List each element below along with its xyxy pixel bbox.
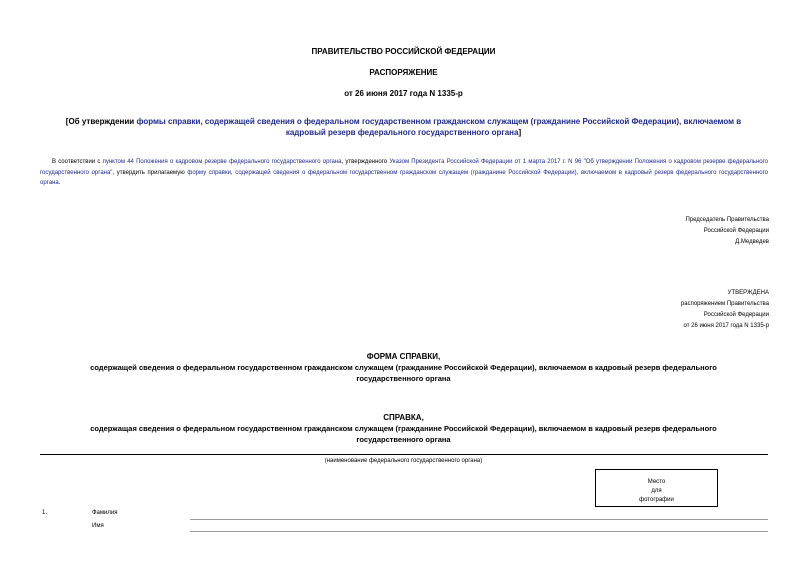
document-type: РАСПОРЯЖЕНИЕ: [369, 68, 438, 77]
title-close: ]: [518, 128, 522, 137]
form-title: ФОРМА СПРАВКИ,: [366, 352, 441, 361]
form-subtitle: содержащей сведения о федеральном государственном гражданском служащем (гражданине Российской Федерации), включаемом в кадровый резерв федерального государственного органа: [90, 363, 717, 383]
name-label: Имя: [92, 523, 104, 529]
name-input-line[interactable]: [190, 531, 768, 532]
approval-country: Российской Федерации: [703, 312, 769, 318]
photo-placeholder: [595, 469, 718, 507]
approval-status: УТВЕРЖДЕНА: [727, 290, 769, 296]
approval-by: распоряжением Правительства: [680, 301, 769, 307]
org-name-line[interactable]: [40, 454, 768, 455]
preamble-text-1: В соответствии с: [52, 159, 103, 165]
document-date-number: от 26 июня 2017 года N 1335-р: [344, 89, 463, 98]
form-heading: [60, 351, 747, 384]
document-title: [50, 116, 757, 138]
row-number: 1.: [42, 510, 48, 516]
title-open: [Об утверждении: [65, 117, 137, 126]
preamble-text-2: , утвержденного: [341, 159, 390, 165]
surname-input-line[interactable]: [190, 519, 768, 520]
org-name-caption: (наименование федерального государственного органа): [324, 458, 483, 464]
preamble-link-decree[interactable]: Указом Президента Российской Федерации от 1 марта 2017 г. N 96 "Об утверждении Положения о кадровом резерве федерального государственного органа": [40, 159, 768, 176]
preamble-text-3: , утвердить прилагаемую: [112, 169, 188, 176]
preamble-link-form[interactable]: форму справки, содержащей сведения о федеральном государственном гражданском служащем (гражданине Российской Федерации), включаемом в кадровый резерв федерального государственного органа: [40, 169, 768, 186]
certificate-subtitle: содержащая сведения о федеральном государственном гражданском служащем (гражданине Российской Федерации), включаемом в кадровый резерв федерального государственного органа: [90, 424, 717, 444]
signature-block: [685, 215, 769, 248]
surname-label: Фамилия: [92, 510, 118, 516]
preamble-paragraph: [40, 157, 768, 189]
certificate-title: СПРАВКА,: [383, 413, 424, 422]
preamble-link-clause-44[interactable]: пунктом 44 Положения о кадровом резерве федерального государственного органа: [102, 159, 342, 165]
photo-label-2: для: [651, 488, 662, 494]
signature-position: Председатель Правительства: [685, 217, 769, 223]
signature-name: Д.Медведев: [735, 239, 769, 245]
title-form-link[interactable]: формы справки, содержащей сведения о федеральном государственном гражданском служащем (гражданине Российской Федерации), включаемом в кадровый резерв федерального государственного органа: [136, 117, 742, 137]
signature-country: Российской Федерации: [703, 228, 769, 234]
certificate-heading: [60, 412, 747, 445]
photo-label-3: фотографии: [639, 497, 674, 503]
photo-label-1: Место: [647, 479, 666, 485]
approval-block: [681, 288, 769, 332]
approval-date: от 26 июня 2017 года N 1335-р: [683, 323, 769, 329]
government-heading: ПРАВИТЕЛЬСТВО РОССИЙСКОЙ ФЕДЕРАЦИИ: [311, 47, 496, 56]
preamble-text-4: .: [58, 180, 61, 186]
